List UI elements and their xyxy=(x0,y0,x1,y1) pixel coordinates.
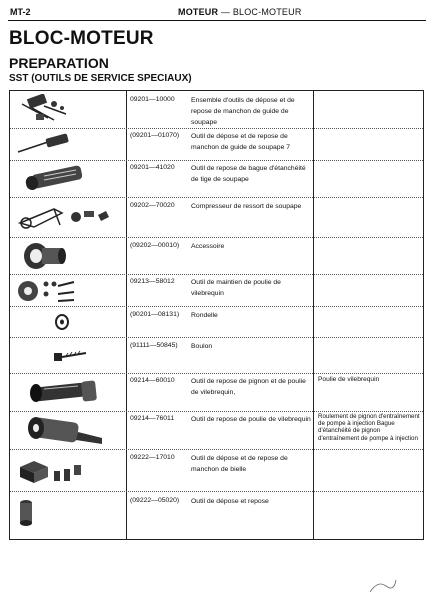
page-title: BLOC-MOTEUR xyxy=(9,28,154,49)
spring-compressor-icon xyxy=(14,201,122,233)
bushing-tool-set-icon xyxy=(14,453,122,487)
guide-remover-icon xyxy=(14,132,122,156)
part-number: 09213—58012 xyxy=(130,278,175,285)
tool-note: Roulement de pignon d'entraînement de pompe à injection Bague d'étanchéité de pignon d'entraînement de pompe à injection xyxy=(318,413,420,442)
part-number: 09202—70020 xyxy=(130,202,175,209)
tool-description: Boulon xyxy=(191,343,213,350)
tool-set-icon xyxy=(14,94,122,126)
bolt-icon xyxy=(14,345,122,367)
table-row xyxy=(10,373,423,411)
sst-table xyxy=(9,90,424,540)
table-row xyxy=(10,411,423,449)
running-title xyxy=(178,7,302,17)
table-row xyxy=(10,491,423,539)
part-number: (09222—05020) xyxy=(130,497,180,504)
washer-icon xyxy=(14,310,122,334)
subsection-heading: SST (OUTILS DE SERVICE SPECIAUX) xyxy=(9,73,192,84)
table-row xyxy=(10,197,423,237)
tool-description: Outil de repose de bague d'étanchéité de tige de soupape xyxy=(191,165,306,183)
tool-description: Compresseur de ressort de soupape xyxy=(191,203,302,210)
tool-description: Rondelle xyxy=(191,312,218,319)
part-number: (91111—50845) xyxy=(130,342,178,349)
table-row xyxy=(10,91,423,128)
gear-installer-icon xyxy=(14,377,122,409)
remover-replacer-icon xyxy=(14,495,122,535)
tool-description: Accessoire xyxy=(191,243,225,250)
header-rule xyxy=(8,20,426,21)
running-title-main: MOTEUR xyxy=(178,7,219,17)
table-row xyxy=(10,449,423,491)
pen-mark xyxy=(368,576,398,601)
pulley-installer-icon xyxy=(14,414,122,448)
seal-installer-icon xyxy=(14,164,122,194)
tool-description: Outil de dépose et de repose de manchon de guide de soupape 7 xyxy=(191,133,291,151)
running-title-sub: BLOC-MOTEUR xyxy=(232,7,302,17)
attachment-icon xyxy=(14,240,122,272)
tool-description: Outil de repose de poulie de vilebrequin xyxy=(191,416,311,423)
pulley-holder-icon xyxy=(14,276,122,306)
part-number: 09214—76011 xyxy=(130,415,175,422)
page-number: MT-2 xyxy=(10,7,31,17)
running-title-separator: — xyxy=(220,7,231,17)
part-number: (09202—00010) xyxy=(130,242,180,249)
tool-note: Poulie de vilebrequin xyxy=(318,376,380,383)
tool-description: Outil de dépose et de repose de manchon de bielle xyxy=(191,455,288,473)
table-row xyxy=(10,160,423,197)
tool-description: Outil de dépose et repose xyxy=(191,498,269,505)
table-row xyxy=(10,337,423,373)
table-row xyxy=(10,274,423,306)
tool-description: Outil de maintien de poulie de vilebrequin xyxy=(191,279,281,297)
part-number: 09201—10000 xyxy=(130,96,175,103)
section-heading: PREPARATION xyxy=(9,55,109,71)
part-number: (09201—01070) xyxy=(130,132,180,139)
part-number: (90201—08131) xyxy=(130,311,180,318)
table-row xyxy=(10,237,423,274)
part-number: 09222—17010 xyxy=(130,454,175,461)
part-number: 09214—60010 xyxy=(130,377,175,384)
table-row xyxy=(10,306,423,337)
part-number: 09201—41020 xyxy=(130,164,175,171)
tool-description: Ensemble d'outils de dépose et de repose de manchon de guide de soupape xyxy=(191,97,295,126)
table-row xyxy=(10,128,423,160)
tool-description: Outil de repose de pignon et de poulie de vilebrequin, xyxy=(191,378,306,396)
